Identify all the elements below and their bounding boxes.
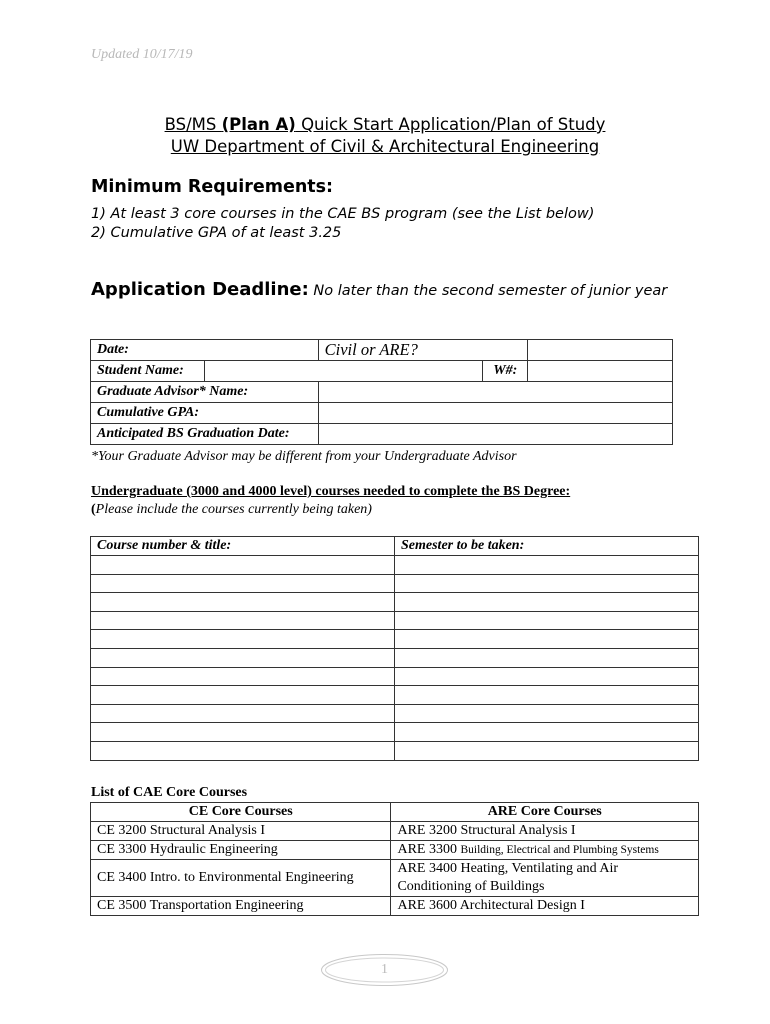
table-row (91, 723, 699, 742)
undergrad-courses-note (91, 502, 372, 518)
course-cell[interactable] (91, 593, 395, 612)
ce-core-header: CE Core Courses (91, 803, 391, 822)
semester-cell[interactable] (395, 704, 699, 723)
table-row (91, 741, 699, 760)
note-paren: ( (91, 502, 96, 517)
table-row (91, 841, 699, 860)
table-row (91, 611, 699, 630)
course-cell[interactable] (91, 741, 395, 760)
title-plan: (Plan A) (221, 115, 296, 134)
w-number-label: W#: (483, 361, 528, 382)
semester-cell[interactable] (395, 574, 699, 593)
course-cell[interactable] (91, 667, 395, 686)
are-course: ARE 3600 Architectural Design I (391, 897, 699, 916)
semester-cell[interactable] (395, 648, 699, 667)
document-title (0, 115, 770, 134)
semester-cell[interactable] (395, 593, 699, 612)
table-row (91, 630, 699, 649)
ce-course: CE 3400 Intro. to Environmental Engineering (91, 860, 391, 897)
civil-or-are-answer[interactable] (528, 340, 673, 361)
are-core-header: ARE Core Courses (391, 803, 699, 822)
course-cell[interactable] (91, 723, 395, 742)
advisor-field[interactable] (318, 382, 672, 403)
requirement-item: 2) Cumulative GPA of at least 3.25 (91, 225, 342, 241)
are-course (391, 841, 699, 860)
course-cell[interactable] (91, 630, 395, 649)
undergrad-heading-colon: : (565, 484, 571, 499)
course-cell[interactable] (91, 648, 395, 667)
are-course-title: Building, Electrical and Plumbing Systems (460, 844, 659, 856)
semester-cell[interactable] (395, 611, 699, 630)
graduation-label: Anticipated BS Graduation Date: (91, 424, 319, 445)
gpa-field[interactable] (318, 403, 672, 424)
applicant-info-table (90, 339, 673, 445)
course-plan-table (90, 536, 699, 761)
course-cell[interactable] (91, 704, 395, 723)
course-cell[interactable] (91, 556, 395, 575)
date-label: Date: (91, 340, 319, 361)
ce-course: CE 3200 Structural Analysis I (91, 822, 391, 841)
course-column-header: Course number & title: (91, 537, 395, 556)
table-row (91, 593, 699, 612)
semester-cell[interactable] (395, 686, 699, 705)
core-courses-table (90, 802, 699, 916)
table-row (91, 556, 699, 575)
course-cell[interactable] (91, 611, 395, 630)
semester-cell[interactable] (395, 741, 699, 760)
semester-cell[interactable] (395, 667, 699, 686)
civil-or-are-field[interactable]: Civil or ARE? (318, 340, 528, 361)
requirement-item: 1) At least 3 core courses in the CAE BS program (see the List below) (91, 206, 595, 222)
undergrad-courses-heading (91, 484, 570, 500)
note-text: Please include the courses currently being taken) (95, 502, 372, 517)
advisor-label: Graduate Advisor* Name: (91, 382, 319, 403)
department-title: UW Department of Civil & Architectural Engineering (170, 137, 600, 156)
core-courses-heading: List of CAE Core Courses (91, 785, 248, 800)
table-row (91, 704, 699, 723)
updated-date: Updated 10/17/19 (91, 47, 193, 62)
gpa-label: Cumulative GPA: (91, 403, 319, 424)
undergrad-heading-text: Undergraduate (3000 and 4000 level) courses needed to complete the BS Degree (91, 484, 566, 499)
table-row (91, 822, 699, 841)
semester-cell[interactable] (395, 556, 699, 575)
ce-course: CE 3500 Transportation Engineering (91, 897, 391, 916)
title-prefix: BS/MS (164, 115, 222, 134)
ce-course: CE 3300 Hydraulic Engineering (91, 841, 391, 860)
semester-cell[interactable] (395, 723, 699, 742)
requirements-heading: Minimum Requirements: (91, 177, 334, 197)
table-row (91, 860, 699, 897)
table-row (91, 667, 699, 686)
table-row (91, 897, 699, 916)
are-course: ARE 3400 Heating, Ventilating and Air Conditioning of Buildings (391, 860, 699, 897)
table-row (91, 648, 699, 667)
w-number-field[interactable] (528, 361, 673, 382)
application-deadline (91, 280, 671, 301)
page-number: 1 (381, 962, 388, 977)
course-cell[interactable] (91, 574, 395, 593)
graduation-field[interactable] (318, 424, 672, 445)
deadline-label: Application Deadline: (91, 279, 309, 300)
table-row (91, 686, 699, 705)
semester-column-header: Semester to be taken: (395, 537, 699, 556)
title-suffix: Quick Start Application/Plan of Study (295, 115, 606, 134)
student-name-field[interactable] (204, 361, 482, 382)
are-course: ARE 3200 Structural Analysis I (391, 822, 699, 841)
are-course-code: ARE 3300 (397, 842, 461, 857)
table-row (91, 574, 699, 593)
advisor-footnote: *Your Graduate Advisor may be different from your Undergraduate Advisor (91, 449, 517, 464)
course-cell[interactable] (91, 686, 395, 705)
semester-cell[interactable] (395, 630, 699, 649)
student-name-label: Student Name: (91, 361, 205, 382)
deadline-text: No later than the second semester of junior year (308, 283, 668, 299)
